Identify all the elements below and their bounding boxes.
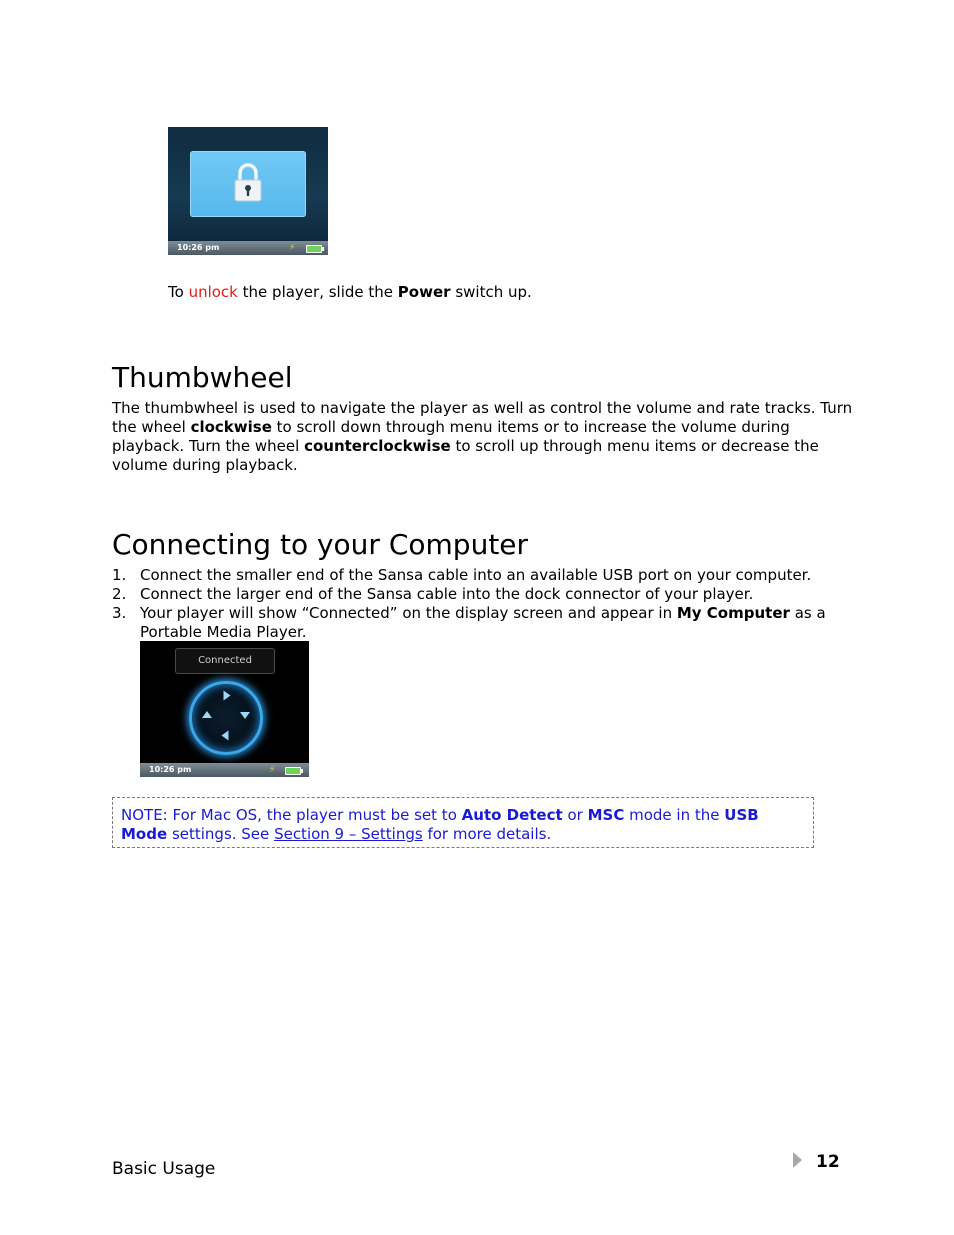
status-bar (140, 763, 309, 777)
note-text: for more details. (427, 825, 552, 843)
connected-label: Connected (175, 648, 275, 674)
sync-arrow-icon (222, 731, 229, 741)
unlock-text-middle: the player, slide the (242, 283, 394, 301)
battery-icon (306, 245, 322, 253)
note-text: settings. See (171, 825, 270, 843)
unlock-word: unlock (188, 283, 238, 301)
status-time: 10:26 pm (177, 243, 220, 252)
clockwise-word: clockwise (190, 418, 272, 436)
list-item (112, 604, 854, 642)
usb-mode-word: USB Mode (121, 806, 759, 843)
note-text: NOTE: For Mac OS, the player must be set to (121, 806, 457, 824)
page-number: 12 (816, 1152, 840, 1172)
status-time: 10:26 pm (149, 765, 192, 774)
unlock-text-to: To (168, 283, 184, 301)
settings-section-link[interactable]: Section 9 – Settings (274, 825, 423, 843)
step-number: 1. (112, 566, 127, 584)
thumbwheel-text-1: The thumbwheel is used to navigate the player as well as control the volume and rate tracks. Turn the wheel (112, 399, 853, 436)
connecting-steps (112, 566, 854, 642)
status-bar (168, 241, 328, 255)
counterclockwise-word: counterclockwise (304, 437, 451, 455)
list-item (112, 566, 854, 585)
connecting-heading: Connecting to your Computer (112, 528, 529, 561)
note-box (112, 797, 814, 848)
step-number: 3. (112, 604, 127, 622)
charging-bolt-icon: ⚡ (269, 765, 276, 775)
step-number: 2. (112, 585, 127, 603)
footer-page-number (793, 1152, 840, 1172)
power-word: Power (397, 283, 451, 301)
footer-section-title: Basic Usage (112, 1159, 216, 1179)
step-text: Connect the larger end of the Sansa cable into the dock connector of your player. (140, 585, 754, 603)
step-text-end: as a Portable Media Player. (140, 604, 826, 641)
step-text: Your player will show “Connected” on the display screen and appear in (140, 604, 673, 622)
sync-arrow-icon (202, 711, 212, 718)
page-arrow-icon (793, 1152, 802, 1168)
thumbwheel-paragraph (112, 399, 854, 475)
charging-bolt-icon: ⚡ (289, 243, 296, 253)
list-item (112, 585, 854, 604)
unlock-instruction (168, 283, 532, 302)
sync-arrow-icon (224, 691, 231, 701)
my-computer-word: My Computer (676, 604, 790, 622)
padlock-icon (190, 151, 306, 217)
thumbwheel-heading: Thumbwheel (112, 361, 293, 394)
battery-icon (285, 767, 301, 775)
auto-detect-word: Auto Detect (461, 806, 563, 824)
msc-word: MSC (587, 806, 625, 824)
thumbwheel-text-3: to scroll up through menu items or decrease the volume during playback. (112, 437, 819, 474)
unlock-text-end: switch up. (455, 283, 532, 301)
note-text: or (567, 806, 583, 824)
step-text: Connect the smaller end of the Sansa cable into an available USB port on your computer. (140, 566, 812, 584)
connected-screen-image (140, 641, 309, 777)
sync-ring-icon (189, 681, 263, 755)
thumbwheel-text-2: to scroll down through menu items or to increase the volume during playback. Turn the wheel (112, 418, 790, 455)
note-text: mode in the (629, 806, 720, 824)
sync-arrow-icon (240, 712, 250, 719)
lock-panel (190, 151, 306, 217)
lock-screen-image (168, 127, 328, 255)
